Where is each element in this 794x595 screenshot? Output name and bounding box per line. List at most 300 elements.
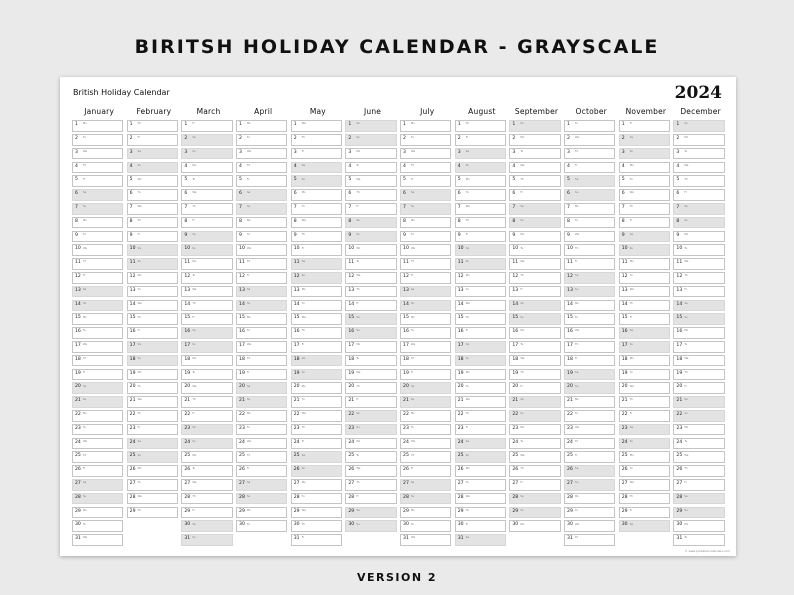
day-cell[interactable] <box>181 231 232 243</box>
day-cell[interactable] <box>181 258 232 270</box>
day-cell[interactable] <box>673 479 724 491</box>
day-cell[interactable] <box>181 120 232 132</box>
day-cell[interactable] <box>127 286 178 298</box>
day-cell[interactable] <box>564 438 615 450</box>
day-cell[interactable] <box>400 493 451 505</box>
day-cell[interactable] <box>619 438 670 450</box>
day-cell[interactable] <box>619 258 670 270</box>
day-cell[interactable] <box>236 272 287 284</box>
day-cell[interactable] <box>673 438 724 450</box>
day-cell[interactable] <box>400 231 451 243</box>
day-cell[interactable] <box>564 396 615 408</box>
day-cell[interactable] <box>455 327 506 339</box>
day-cell[interactable] <box>345 203 396 215</box>
day-cell[interactable] <box>455 424 506 436</box>
day-cell[interactable] <box>455 507 506 519</box>
day-cell[interactable] <box>509 355 560 367</box>
day-cell[interactable] <box>291 410 342 422</box>
day-cell[interactable] <box>619 479 670 491</box>
day-cell[interactable] <box>400 507 451 519</box>
day-cell[interactable] <box>72 175 123 187</box>
day-cell[interactable] <box>564 520 615 532</box>
day-cell[interactable] <box>181 396 232 408</box>
day-cell[interactable] <box>291 300 342 312</box>
day-cell[interactable] <box>127 396 178 408</box>
day-cell[interactable] <box>345 162 396 174</box>
day-cell[interactable] <box>509 134 560 146</box>
day-cell[interactable] <box>345 479 396 491</box>
day-cell[interactable] <box>564 286 615 298</box>
day-cell[interactable] <box>72 507 123 519</box>
day-cell[interactable] <box>619 465 670 477</box>
day-cell[interactable] <box>400 189 451 201</box>
day-cell[interactable] <box>564 341 615 353</box>
day-cell[interactable] <box>127 134 178 146</box>
day-cell[interactable] <box>509 410 560 422</box>
day-cell[interactable] <box>236 175 287 187</box>
day-cell[interactable] <box>673 272 724 284</box>
day-cell[interactable] <box>673 451 724 463</box>
day-cell[interactable] <box>236 465 287 477</box>
day-cell[interactable] <box>236 355 287 367</box>
day-cell[interactable] <box>345 244 396 256</box>
day-cell[interactable] <box>181 534 232 546</box>
day-cell[interactable] <box>291 286 342 298</box>
day-cell[interactable] <box>291 451 342 463</box>
day-cell[interactable] <box>181 217 232 229</box>
day-cell[interactable] <box>72 493 123 505</box>
day-cell[interactable] <box>181 424 232 436</box>
day-cell[interactable] <box>564 382 615 394</box>
day-cell[interactable] <box>181 355 232 367</box>
day-cell[interactable] <box>564 120 615 132</box>
day-cell[interactable] <box>181 451 232 463</box>
day-cell[interactable] <box>236 451 287 463</box>
day-cell[interactable] <box>236 300 287 312</box>
day-cell[interactable] <box>455 148 506 160</box>
day-cell[interactable] <box>400 355 451 367</box>
day-cell[interactable] <box>400 479 451 491</box>
day-cell[interactable] <box>673 258 724 270</box>
day-cell[interactable] <box>72 134 123 146</box>
day-cell[interactable] <box>72 341 123 353</box>
day-cell[interactable] <box>455 396 506 408</box>
day-cell[interactable] <box>291 382 342 394</box>
day-cell[interactable] <box>400 410 451 422</box>
day-cell[interactable] <box>291 507 342 519</box>
day-cell[interactable] <box>564 203 615 215</box>
day-cell[interactable] <box>72 286 123 298</box>
day-cell[interactable] <box>345 313 396 325</box>
day-cell[interactable] <box>236 120 287 132</box>
day-cell[interactable] <box>619 424 670 436</box>
day-cell[interactable] <box>564 327 615 339</box>
day-cell[interactable] <box>236 382 287 394</box>
day-cell[interactable] <box>619 382 670 394</box>
day-cell[interactable] <box>400 313 451 325</box>
day-cell[interactable] <box>291 327 342 339</box>
day-cell[interactable] <box>673 148 724 160</box>
day-cell[interactable] <box>509 465 560 477</box>
day-cell[interactable] <box>673 286 724 298</box>
day-cell[interactable] <box>345 451 396 463</box>
day-cell[interactable] <box>509 175 560 187</box>
day-cell[interactable] <box>345 148 396 160</box>
day-cell[interactable] <box>619 175 670 187</box>
day-cell[interactable] <box>509 258 560 270</box>
day-cell[interactable] <box>72 534 123 546</box>
day-cell[interactable] <box>673 382 724 394</box>
day-cell[interactable] <box>619 327 670 339</box>
day-cell[interactable] <box>236 313 287 325</box>
day-cell[interactable] <box>72 203 123 215</box>
day-cell[interactable] <box>673 327 724 339</box>
day-cell[interactable] <box>127 327 178 339</box>
day-cell[interactable] <box>455 341 506 353</box>
day-cell[interactable] <box>345 327 396 339</box>
day-cell[interactable] <box>509 382 560 394</box>
day-cell[interactable] <box>181 175 232 187</box>
day-cell[interactable] <box>400 175 451 187</box>
day-cell[interactable] <box>127 272 178 284</box>
day-cell[interactable] <box>236 396 287 408</box>
day-cell[interactable] <box>291 203 342 215</box>
day-cell[interactable] <box>400 369 451 381</box>
day-cell[interactable] <box>400 244 451 256</box>
day-cell[interactable] <box>564 231 615 243</box>
day-cell[interactable] <box>455 451 506 463</box>
day-cell[interactable] <box>564 148 615 160</box>
day-cell[interactable] <box>509 203 560 215</box>
day-cell[interactable] <box>673 493 724 505</box>
day-cell[interactable] <box>72 327 123 339</box>
day-cell[interactable] <box>619 217 670 229</box>
day-cell[interactable] <box>236 424 287 436</box>
day-cell[interactable] <box>291 217 342 229</box>
day-cell[interactable] <box>509 520 560 532</box>
day-cell[interactable] <box>509 244 560 256</box>
day-cell[interactable] <box>345 286 396 298</box>
day-cell[interactable] <box>72 231 123 243</box>
day-cell[interactable] <box>619 203 670 215</box>
day-cell[interactable] <box>181 382 232 394</box>
day-cell[interactable] <box>72 120 123 132</box>
day-cell[interactable] <box>509 396 560 408</box>
day-cell[interactable] <box>564 162 615 174</box>
day-cell[interactable] <box>127 120 178 132</box>
day-cell[interactable] <box>181 410 232 422</box>
day-cell[interactable] <box>291 369 342 381</box>
day-cell[interactable] <box>127 479 178 491</box>
day-cell[interactable] <box>564 451 615 463</box>
day-cell[interactable] <box>72 451 123 463</box>
day-cell[interactable] <box>619 272 670 284</box>
day-cell[interactable] <box>455 520 506 532</box>
day-cell[interactable] <box>127 189 178 201</box>
day-cell[interactable] <box>673 134 724 146</box>
day-cell[interactable] <box>619 286 670 298</box>
day-cell[interactable] <box>291 244 342 256</box>
day-cell[interactable] <box>345 369 396 381</box>
day-cell[interactable] <box>673 203 724 215</box>
day-cell[interactable] <box>509 286 560 298</box>
day-cell[interactable] <box>564 534 615 546</box>
day-cell[interactable] <box>509 313 560 325</box>
day-cell[interactable] <box>127 231 178 243</box>
day-cell[interactable] <box>564 134 615 146</box>
day-cell[interactable] <box>291 355 342 367</box>
day-cell[interactable] <box>236 231 287 243</box>
day-cell[interactable] <box>291 479 342 491</box>
day-cell[interactable] <box>400 120 451 132</box>
day-cell[interactable] <box>673 189 724 201</box>
day-cell[interactable] <box>455 369 506 381</box>
day-cell[interactable] <box>291 313 342 325</box>
day-cell[interactable] <box>127 424 178 436</box>
day-cell[interactable] <box>619 134 670 146</box>
day-cell[interactable] <box>455 189 506 201</box>
day-cell[interactable] <box>127 493 178 505</box>
day-cell[interactable] <box>345 189 396 201</box>
day-cell[interactable] <box>127 410 178 422</box>
day-cell[interactable] <box>509 369 560 381</box>
day-cell[interactable] <box>72 424 123 436</box>
day-cell[interactable] <box>291 231 342 243</box>
day-cell[interactable] <box>400 286 451 298</box>
day-cell[interactable] <box>673 231 724 243</box>
day-cell[interactable] <box>236 341 287 353</box>
day-cell[interactable] <box>455 438 506 450</box>
day-cell[interactable] <box>564 479 615 491</box>
day-cell[interactable] <box>619 493 670 505</box>
day-cell[interactable] <box>509 120 560 132</box>
day-cell[interactable] <box>345 465 396 477</box>
day-cell[interactable] <box>455 479 506 491</box>
day-cell[interactable] <box>236 258 287 270</box>
day-cell[interactable] <box>345 175 396 187</box>
day-cell[interactable] <box>127 382 178 394</box>
day-cell[interactable] <box>400 258 451 270</box>
day-cell[interactable] <box>181 438 232 450</box>
day-cell[interactable] <box>291 493 342 505</box>
day-cell[interactable] <box>291 272 342 284</box>
day-cell[interactable] <box>236 438 287 450</box>
day-cell[interactable] <box>400 162 451 174</box>
day-cell[interactable] <box>673 396 724 408</box>
day-cell[interactable] <box>509 148 560 160</box>
day-cell[interactable] <box>291 189 342 201</box>
day-cell[interactable] <box>564 175 615 187</box>
day-cell[interactable] <box>619 451 670 463</box>
day-cell[interactable] <box>509 162 560 174</box>
day-cell[interactable] <box>72 258 123 270</box>
day-cell[interactable] <box>236 189 287 201</box>
day-cell[interactable] <box>291 396 342 408</box>
day-cell[interactable] <box>345 341 396 353</box>
day-cell[interactable] <box>72 520 123 532</box>
day-cell[interactable] <box>291 148 342 160</box>
day-cell[interactable] <box>673 424 724 436</box>
day-cell[interactable] <box>619 148 670 160</box>
day-cell[interactable] <box>509 217 560 229</box>
day-cell[interactable] <box>455 493 506 505</box>
day-cell[interactable] <box>127 438 178 450</box>
day-cell[interactable] <box>455 355 506 367</box>
day-cell[interactable] <box>455 217 506 229</box>
day-cell[interactable] <box>619 189 670 201</box>
day-cell[interactable] <box>236 410 287 422</box>
day-cell[interactable] <box>181 369 232 381</box>
day-cell[interactable] <box>236 520 287 532</box>
day-cell[interactable] <box>673 507 724 519</box>
day-cell[interactable] <box>72 313 123 325</box>
day-cell[interactable] <box>619 162 670 174</box>
day-cell[interactable] <box>673 244 724 256</box>
day-cell[interactable] <box>400 327 451 339</box>
day-cell[interactable] <box>455 465 506 477</box>
day-cell[interactable] <box>455 272 506 284</box>
day-cell[interactable] <box>455 244 506 256</box>
day-cell[interactable] <box>673 369 724 381</box>
day-cell[interactable] <box>291 175 342 187</box>
day-cell[interactable] <box>345 355 396 367</box>
day-cell[interactable] <box>345 396 396 408</box>
day-cell[interactable] <box>127 258 178 270</box>
day-cell[interactable] <box>72 148 123 160</box>
day-cell[interactable] <box>400 382 451 394</box>
day-cell[interactable] <box>291 120 342 132</box>
day-cell[interactable] <box>619 396 670 408</box>
day-cell[interactable] <box>181 162 232 174</box>
day-cell[interactable] <box>400 451 451 463</box>
day-cell[interactable] <box>619 313 670 325</box>
day-cell[interactable] <box>291 134 342 146</box>
day-cell[interactable] <box>345 438 396 450</box>
day-cell[interactable] <box>181 203 232 215</box>
day-cell[interactable] <box>455 534 506 546</box>
day-cell[interactable] <box>400 424 451 436</box>
day-cell[interactable] <box>291 534 342 546</box>
day-cell[interactable] <box>673 217 724 229</box>
day-cell[interactable] <box>400 396 451 408</box>
day-cell[interactable] <box>236 162 287 174</box>
day-cell[interactable] <box>127 148 178 160</box>
day-cell[interactable] <box>345 520 396 532</box>
day-cell[interactable] <box>181 148 232 160</box>
day-cell[interactable] <box>619 410 670 422</box>
day-cell[interactable] <box>127 465 178 477</box>
day-cell[interactable] <box>673 162 724 174</box>
day-cell[interactable] <box>455 120 506 132</box>
day-cell[interactable] <box>619 341 670 353</box>
day-cell[interactable] <box>619 244 670 256</box>
day-cell[interactable] <box>455 175 506 187</box>
day-cell[interactable] <box>127 341 178 353</box>
day-cell[interactable] <box>345 410 396 422</box>
day-cell[interactable] <box>509 507 560 519</box>
day-cell[interactable] <box>564 465 615 477</box>
day-cell[interactable] <box>345 507 396 519</box>
day-cell[interactable] <box>127 313 178 325</box>
day-cell[interactable] <box>619 300 670 312</box>
day-cell[interactable] <box>236 327 287 339</box>
day-cell[interactable] <box>72 189 123 201</box>
day-cell[interactable] <box>181 493 232 505</box>
day-cell[interactable] <box>127 355 178 367</box>
day-cell[interactable] <box>72 465 123 477</box>
day-cell[interactable] <box>127 300 178 312</box>
day-cell[interactable] <box>564 258 615 270</box>
day-cell[interactable] <box>509 341 560 353</box>
day-cell[interactable] <box>564 507 615 519</box>
day-cell[interactable] <box>72 382 123 394</box>
day-cell[interactable] <box>345 120 396 132</box>
day-cell[interactable] <box>291 258 342 270</box>
day-cell[interactable] <box>291 424 342 436</box>
day-cell[interactable] <box>127 175 178 187</box>
day-cell[interactable] <box>236 217 287 229</box>
day-cell[interactable] <box>181 465 232 477</box>
day-cell[interactable] <box>400 438 451 450</box>
day-cell[interactable] <box>564 424 615 436</box>
day-cell[interactable] <box>673 410 724 422</box>
day-cell[interactable] <box>619 120 670 132</box>
day-cell[interactable] <box>181 520 232 532</box>
day-cell[interactable] <box>181 300 232 312</box>
day-cell[interactable] <box>509 300 560 312</box>
day-cell[interactable] <box>181 313 232 325</box>
day-cell[interactable] <box>400 520 451 532</box>
day-cell[interactable] <box>345 217 396 229</box>
day-cell[interactable] <box>345 231 396 243</box>
day-cell[interactable] <box>619 507 670 519</box>
day-cell[interactable] <box>673 175 724 187</box>
day-cell[interactable] <box>400 341 451 353</box>
day-cell[interactable] <box>345 134 396 146</box>
day-cell[interactable] <box>181 134 232 146</box>
day-cell[interactable] <box>564 313 615 325</box>
day-cell[interactable] <box>127 203 178 215</box>
day-cell[interactable] <box>236 493 287 505</box>
day-cell[interactable] <box>455 410 506 422</box>
day-cell[interactable] <box>564 410 615 422</box>
day-cell[interactable] <box>72 300 123 312</box>
day-cell[interactable] <box>673 465 724 477</box>
day-cell[interactable] <box>181 507 232 519</box>
day-cell[interactable] <box>455 300 506 312</box>
day-cell[interactable] <box>564 355 615 367</box>
day-cell[interactable] <box>72 217 123 229</box>
day-cell[interactable] <box>509 438 560 450</box>
day-cell[interactable] <box>291 465 342 477</box>
day-cell[interactable] <box>400 203 451 215</box>
day-cell[interactable] <box>181 479 232 491</box>
day-cell[interactable] <box>181 341 232 353</box>
day-cell[interactable] <box>400 465 451 477</box>
day-cell[interactable] <box>345 424 396 436</box>
day-cell[interactable] <box>673 300 724 312</box>
day-cell[interactable] <box>236 507 287 519</box>
day-cell[interactable] <box>72 410 123 422</box>
day-cell[interactable] <box>400 272 451 284</box>
day-cell[interactable] <box>72 355 123 367</box>
day-cell[interactable] <box>564 300 615 312</box>
day-cell[interactable] <box>455 286 506 298</box>
day-cell[interactable] <box>181 286 232 298</box>
day-cell[interactable] <box>345 272 396 284</box>
day-cell[interactable] <box>236 203 287 215</box>
day-cell[interactable] <box>455 162 506 174</box>
